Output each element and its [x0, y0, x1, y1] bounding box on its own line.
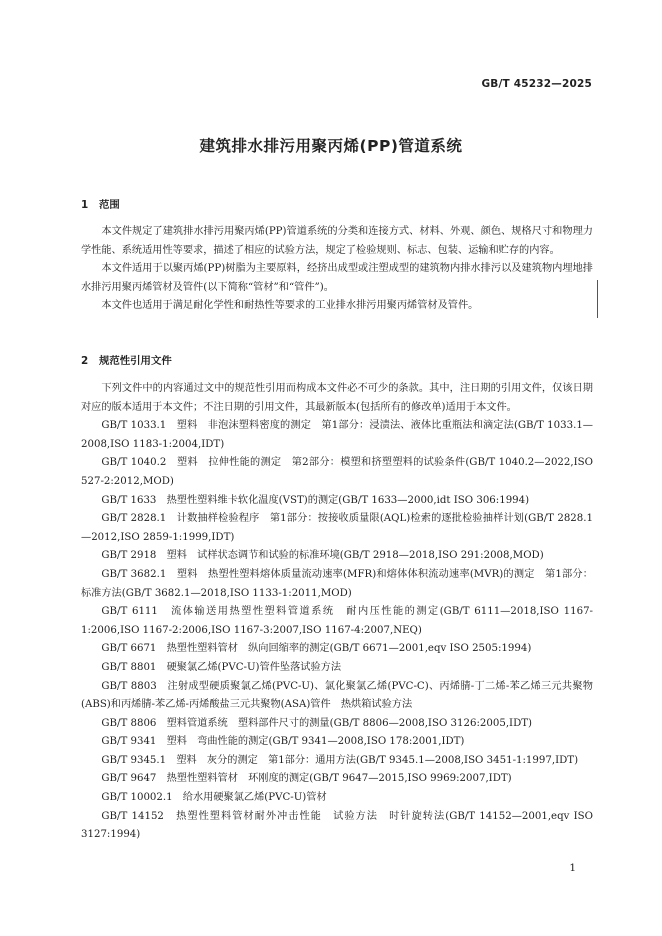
- reference-item: GB/T 9345.1 塑料 灰分的测定 第1部分：通用方法(GB/T 9345.1—2008,ISO 3451-1:1997,IDT): [101, 754, 579, 766]
- paragraph: 本文件规定了建筑排水排污用聚丙烯(PP)管道系统的分类和连接方式、材料、外观、颜色、规格尺寸和物理力学性能、系统适用性等要求，描述了相应的试验方法，规定了检验规则、标志、包装、运输和贮存的内容。: [81, 226, 593, 256]
- revision-bar: [597, 280, 598, 318]
- paragraph: 本文件也适用于满足耐化学性和耐热性等要求的工业排水排污用聚丙烯管材及管件。: [101, 300, 479, 312]
- reference-item: GB/T 1633 热塑性塑料维卡软化温度(VST)的测定(GB/T 1633—2000,idt ISO 306:1994): [101, 494, 530, 506]
- section-title: 规范性引用文件: [99, 355, 172, 367]
- intro-paragraph: 下列文件中的内容通过文中的规范性引用而构成本文件必不可少的条款。其中，注日期的引用文件，仅该日期对应的版本适用于本文件；不注日期的引用文件，其最新版本(包括所有的修改单)适用于本文件。: [81, 383, 593, 413]
- reference-item: GB/T 6671 热塑性塑料管材 纵向回缩率的测定(GB/T 6671—2001,eqv ISO 2505:1994): [101, 643, 532, 655]
- reference-item: GB/T 2918 塑料 试样状态调节和试验的标准环境(GB/T 2918—2018,ISO 291:2008,MOD): [101, 550, 544, 562]
- reference-item: GB/T 6111 流体输送用热塑性塑料管道系统 耐内压性能的测定(GB/T 6111—2018,ISO 1167-1:2006,ISO 1167-2:2006,ISO 1167-3:2007,ISO 1167-4:2007,NEQ): [81, 606, 593, 636]
- reference-item: GB/T 8803 注射成型硬质聚氯乙烯(PVC-U)、氯化聚氯乙烯(PVC-C)、丙烯腈-丁二烯-苯乙烯三元共聚物(ABS)和丙烯腈-苯乙烯-丙烯酸盐三元共聚物(ASA)管件 热烘箱试验方法: [81, 680, 593, 711]
- reference-item: GB/T 9341 塑料 弯曲性能的测定(GB/T 9341—2008,ISO 178:2001,IDT): [101, 736, 465, 748]
- section-number: 2: [81, 355, 89, 367]
- reference-item: GB/T 14152 热塑性塑料管材耐外冲击性能 试验方法 时针旋转法(GB/T 14152—2001,eqv ISO 3127:1994): [81, 810, 593, 841]
- reference-item: GB/T 1033.1 塑料 非泡沫塑料密度的测定 第1部分：浸渍法、液体比重瓶法和滴定法(GB/T 1033.1—2008,ISO 1183-1:2004,IDT): [81, 420, 593, 450]
- reference-item: GB/T 9647 热塑性塑料管材 环刚度的测定(GB/T 9647—2015,ISO 9969:2007,IDT): [101, 773, 512, 785]
- section-scope-body: [81, 223, 593, 316]
- section-number: 1: [81, 199, 89, 211]
- document-title: 建筑排水排污用聚丙烯(PP)管道系统: [199, 137, 463, 155]
- reference-item: GB/T 8801 硬聚氯乙烯(PVC-U)管件坠落试验方法: [101, 661, 342, 673]
- reference-item: GB/T 10002.1 给水用硬聚氯乙烯(PVC-U)管材: [101, 792, 327, 804]
- reference-item: GB/T 8806 塑料管道系统 塑料部件尺寸的测量(GB/T 8806—2008,ISO 3126:2005,IDT): [101, 717, 533, 729]
- section-heading-normative-references: [81, 352, 172, 367]
- reference-item: GB/T 2828.1 计数抽样检验程序 第1部分：按接收质量限(AQL)检索的逐批检验抽样计划(GB/T 2828.1—2012,ISO 2859-1:1999,IDT): [81, 513, 593, 543]
- section-heading-scope: [81, 196, 120, 211]
- reference-item: GB/T 3682.1 塑料 热塑性塑料熔体质量流动速率(MFR)和熔体体积流动速率(MVR)的测定 第1部分：标准方法(GB/T 3682.1—2018,ISO 1133-1:2011,MOD): [81, 568, 593, 599]
- reference-item: GB/T 1040.2 塑料 拉伸性能的测定 第2部分：模塑和挤塑塑料的试验条件(GB/T 1040.2—2022,ISO 527-2:2012,MOD): [81, 457, 593, 487]
- page-number: 1: [569, 862, 576, 874]
- section-title: 范围: [99, 199, 120, 211]
- standard-code: GB/T 45232—2025: [481, 78, 592, 90]
- paragraph: 本文件适用于以聚丙烯(PP)树脂为主要原料，经挤出成型或注塑成型的建筑物内排水排污以及建筑物内埋地排水排污用聚丙烯管材及管件(以下简称“管材”和“管件”)。: [81, 263, 593, 293]
- section-references-body: [81, 380, 593, 845]
